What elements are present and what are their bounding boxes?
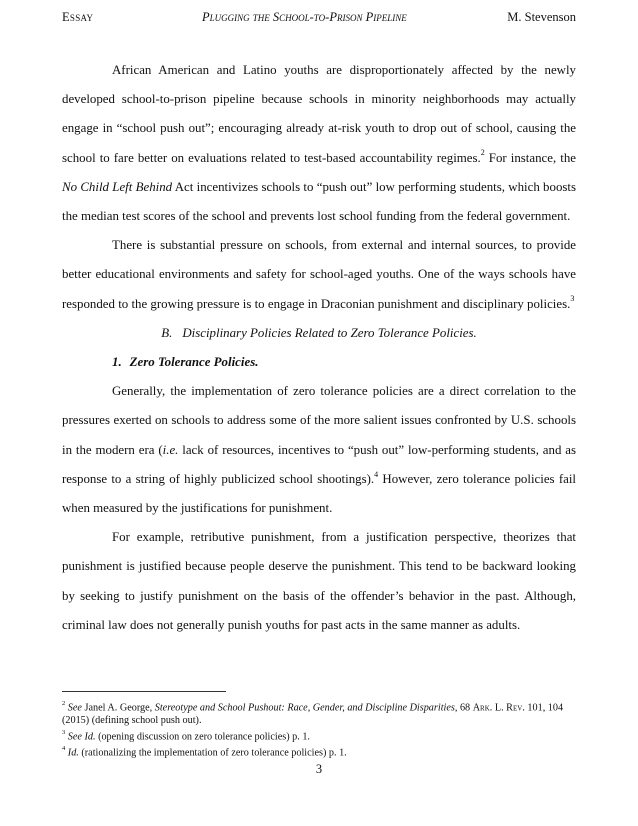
subsection-heading-1-label: 1. (112, 355, 122, 370)
footnotes (62, 699, 576, 760)
footnote-ref-3[interactable]: 3 (570, 294, 575, 304)
section-heading-b-text: Disciplinary Policies Related to Zero Tolerance Policies. (182, 325, 477, 340)
footnote-2-journal: Ark. L. Rev. (472, 702, 525, 714)
paragraph-2 (62, 231, 576, 319)
footnote-2-number: 2 (62, 700, 66, 707)
footnote-ref-2[interactable]: 2 (480, 148, 485, 158)
paragraph-3-text-a: Generally, the implementation of zero tolerance policies are a direct correlation to the pressures exerted on schools to address some of the more salient issues confronted by U.S. schools in the modern era ( (62, 384, 576, 457)
subsection-heading-1-text: Zero Tolerance Policies. (129, 355, 259, 370)
footnote-2-title: Stereotype and School Pushout: Race, Gender, and Discipline Disparities (154, 702, 455, 714)
subsection-heading-1 (62, 348, 576, 377)
act-title: No Child Left Behind (62, 179, 173, 194)
body-text (62, 56, 576, 640)
footnote-2-signal: See (67, 702, 82, 714)
footnote-4-number: 4 (62, 744, 66, 752)
footnote-4 (62, 744, 576, 760)
paragraph-1-text-a: African American and Latino youths are disproportionately affected by the newly developed school-to-prison pipeline because schools in minority neighborhoods may actually engage in “school push out”; encouraging already at-risk youth to drop out of school, causing the school to fare better on evaluations related to test-based accountability regimes. (62, 63, 576, 165)
footnote-3-number: 3 (62, 728, 66, 736)
header-section-label: Essay (62, 10, 94, 24)
page-number: 3 (315, 762, 323, 776)
footnote-2-rest: 101, 104 (2015) (defining school push out). (62, 702, 564, 726)
paragraph-1-text-c: Act incentivizes schools to “push out” low performing students, which boosts the median test scores of the school and prevents lost school funding from the federal government. (62, 179, 576, 224)
header-author: M. Stevenson (507, 10, 576, 24)
footnote-4-rest: (rationalizing the implementation of zero tolerance policies) p. 1. (78, 746, 347, 758)
footnote-3 (62, 728, 576, 744)
paragraph-3 (62, 377, 576, 523)
footnote-2-volume: , 68 (454, 702, 473, 714)
footnote-2 (62, 699, 576, 728)
paragraph-1-text-b: For instance, the (484, 150, 577, 165)
footnote-2-author: Janel A. George, (81, 702, 155, 714)
footnote-3-rest: (opening discussion on zero tolerance policies) p. 1. (95, 730, 310, 742)
running-header (62, 10, 576, 28)
section-heading-b (62, 319, 576, 348)
header-running-title: Plugging the School-to-Prison Pipeline (202, 10, 407, 24)
footnote-ref-4[interactable]: 4 (374, 469, 379, 479)
paragraph-3-text-b: lack of resources, incentives to “push out” low-performing students, and as response to a string of highly publicized school shootings). (62, 442, 576, 486)
footnote-4-signal: Id. (67, 746, 79, 758)
paragraph-4: For example, retributive punishment, from a justification perspective, theorizes that punishment is justified because people deserve the punishment. This tend to be backward looking by seeking to justify punishment on the basis of the offender’s behavior in the past. Although, criminal law does not generally punish youths for past acts in the same manner as adults. (62, 530, 576, 632)
footnote-3-signal: See Id. (67, 730, 96, 742)
paragraph-2-text: There is substantial pressure on schools, from external and internal sources, to provide better educational environments and safety for school-aged youths. One of the ways schools have responded to the growing pressure is to engage in Draconian punishment and disciplinary policies. (62, 238, 576, 311)
section-heading-b-label: B. (161, 325, 173, 340)
paragraph-3-text-c: However, zero tolerance policies fail when measured by the justifications for punishment. (62, 471, 576, 516)
ie-abbrev: i.e. (162, 442, 179, 457)
footnote-divider (62, 691, 226, 692)
paragraph-1 (62, 56, 576, 231)
